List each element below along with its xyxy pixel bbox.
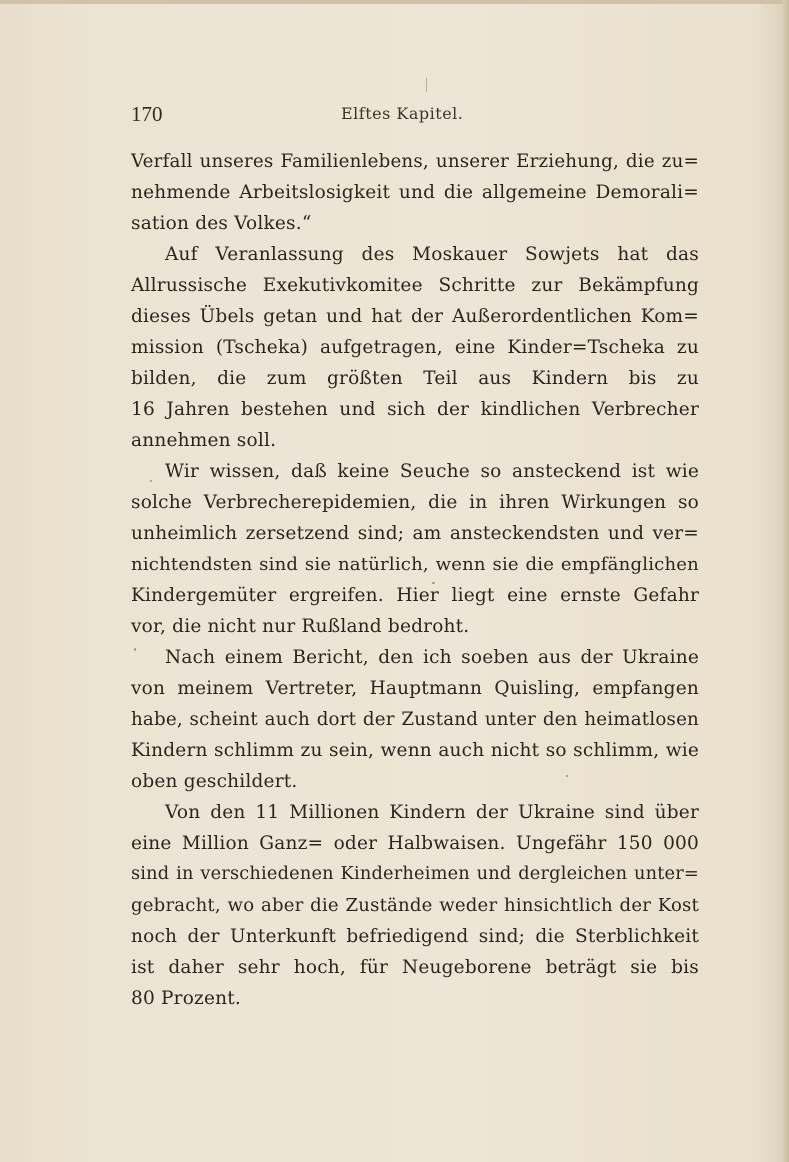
text-line: mission (Tscheka) aufgetragen, eine Kinder=Tscheka zu	[131, 337, 699, 358]
text-line: noch der Unterkunft befriedigend sind; die Sterblichkeit	[131, 926, 699, 947]
page-right-edge	[783, 0, 789, 1162]
text-line: unheimlich zersetzend sind; am ansteckendsten und ver=	[131, 523, 699, 544]
text-line: ist daher sehr hoch, für Neugeborene beträgt sie bis	[131, 957, 699, 978]
text-line: oben geschildert.	[131, 771, 298, 792]
text-line: Allrussische Exekutivkomitee Schritte zur Bekämpfung	[131, 275, 699, 296]
text-line: sind in verschiedenen Kinderheimen und dergleichen unter=	[131, 864, 699, 884]
text-line: eine Million Ganz= oder Halbwaisen. Ungefähr 150 000	[131, 833, 699, 854]
page-number: 170	[131, 102, 163, 126]
text-line: Nach einem Bericht, den ich soeben aus der Ukraine	[165, 647, 699, 668]
text-line: Auf Veranlassung des Moskauer Sowjets hat das	[165, 244, 699, 265]
page-top-edge	[0, 0, 789, 4]
running-title: Elftes Kapitel.	[341, 104, 464, 123]
text-line: Kindern schlimm zu sein, wenn auch nicht so schlimm, wie	[131, 740, 699, 761]
text-line: vor, die nicht nur Rußland bedroht.	[131, 616, 470, 637]
text-line: nehmende Arbeitslosigkeit und die allgemeine Demorali=	[131, 182, 699, 203]
text-line: gebracht, wo aber die Zustände weder hinsichtlich der Kost	[131, 895, 699, 916]
running-header	[131, 100, 701, 134]
text-line: Kindergemüter ergreifen. Hier liegt eine ernste Gefahr	[131, 585, 699, 606]
text-line: sation des Volkes.“	[131, 213, 312, 234]
text-line: dieses Übels getan und hat der Außerordentlichen Kom=	[131, 306, 699, 327]
text-line: Wir wissen, daß keine Seuche so ansteckend ist wie	[165, 461, 699, 482]
body-text	[131, 146, 699, 1014]
text-line: habe, scheint auch dort der Zustand unter den heimatlosen	[131, 709, 699, 730]
text-line: nichtendsten sind sie natürlich, wenn sie die empfänglichen	[131, 554, 699, 575]
paper-mark	[426, 78, 427, 92]
text-line: solche Verbrecherepidemien, die in ihren Wirkungen so	[131, 492, 699, 513]
text-line: annehmen soll.	[131, 430, 277, 451]
text-line: 16 Jahren bestehen und sich der kindlichen Verbrecher	[131, 399, 699, 420]
text-line: 80 Prozent.	[131, 988, 241, 1009]
text-line: Von den 11 Millionen Kindern der Ukraine sind über	[165, 802, 699, 823]
text-line: Verfall unseres Familienlebens, unserer Erziehung, die zu=	[131, 151, 699, 172]
text-line: von meinem Vertreter, Hauptmann Quisling, empfangen	[131, 678, 699, 699]
text-line: bilden, die zum größten Teil aus Kindern bis zu	[131, 368, 699, 389]
